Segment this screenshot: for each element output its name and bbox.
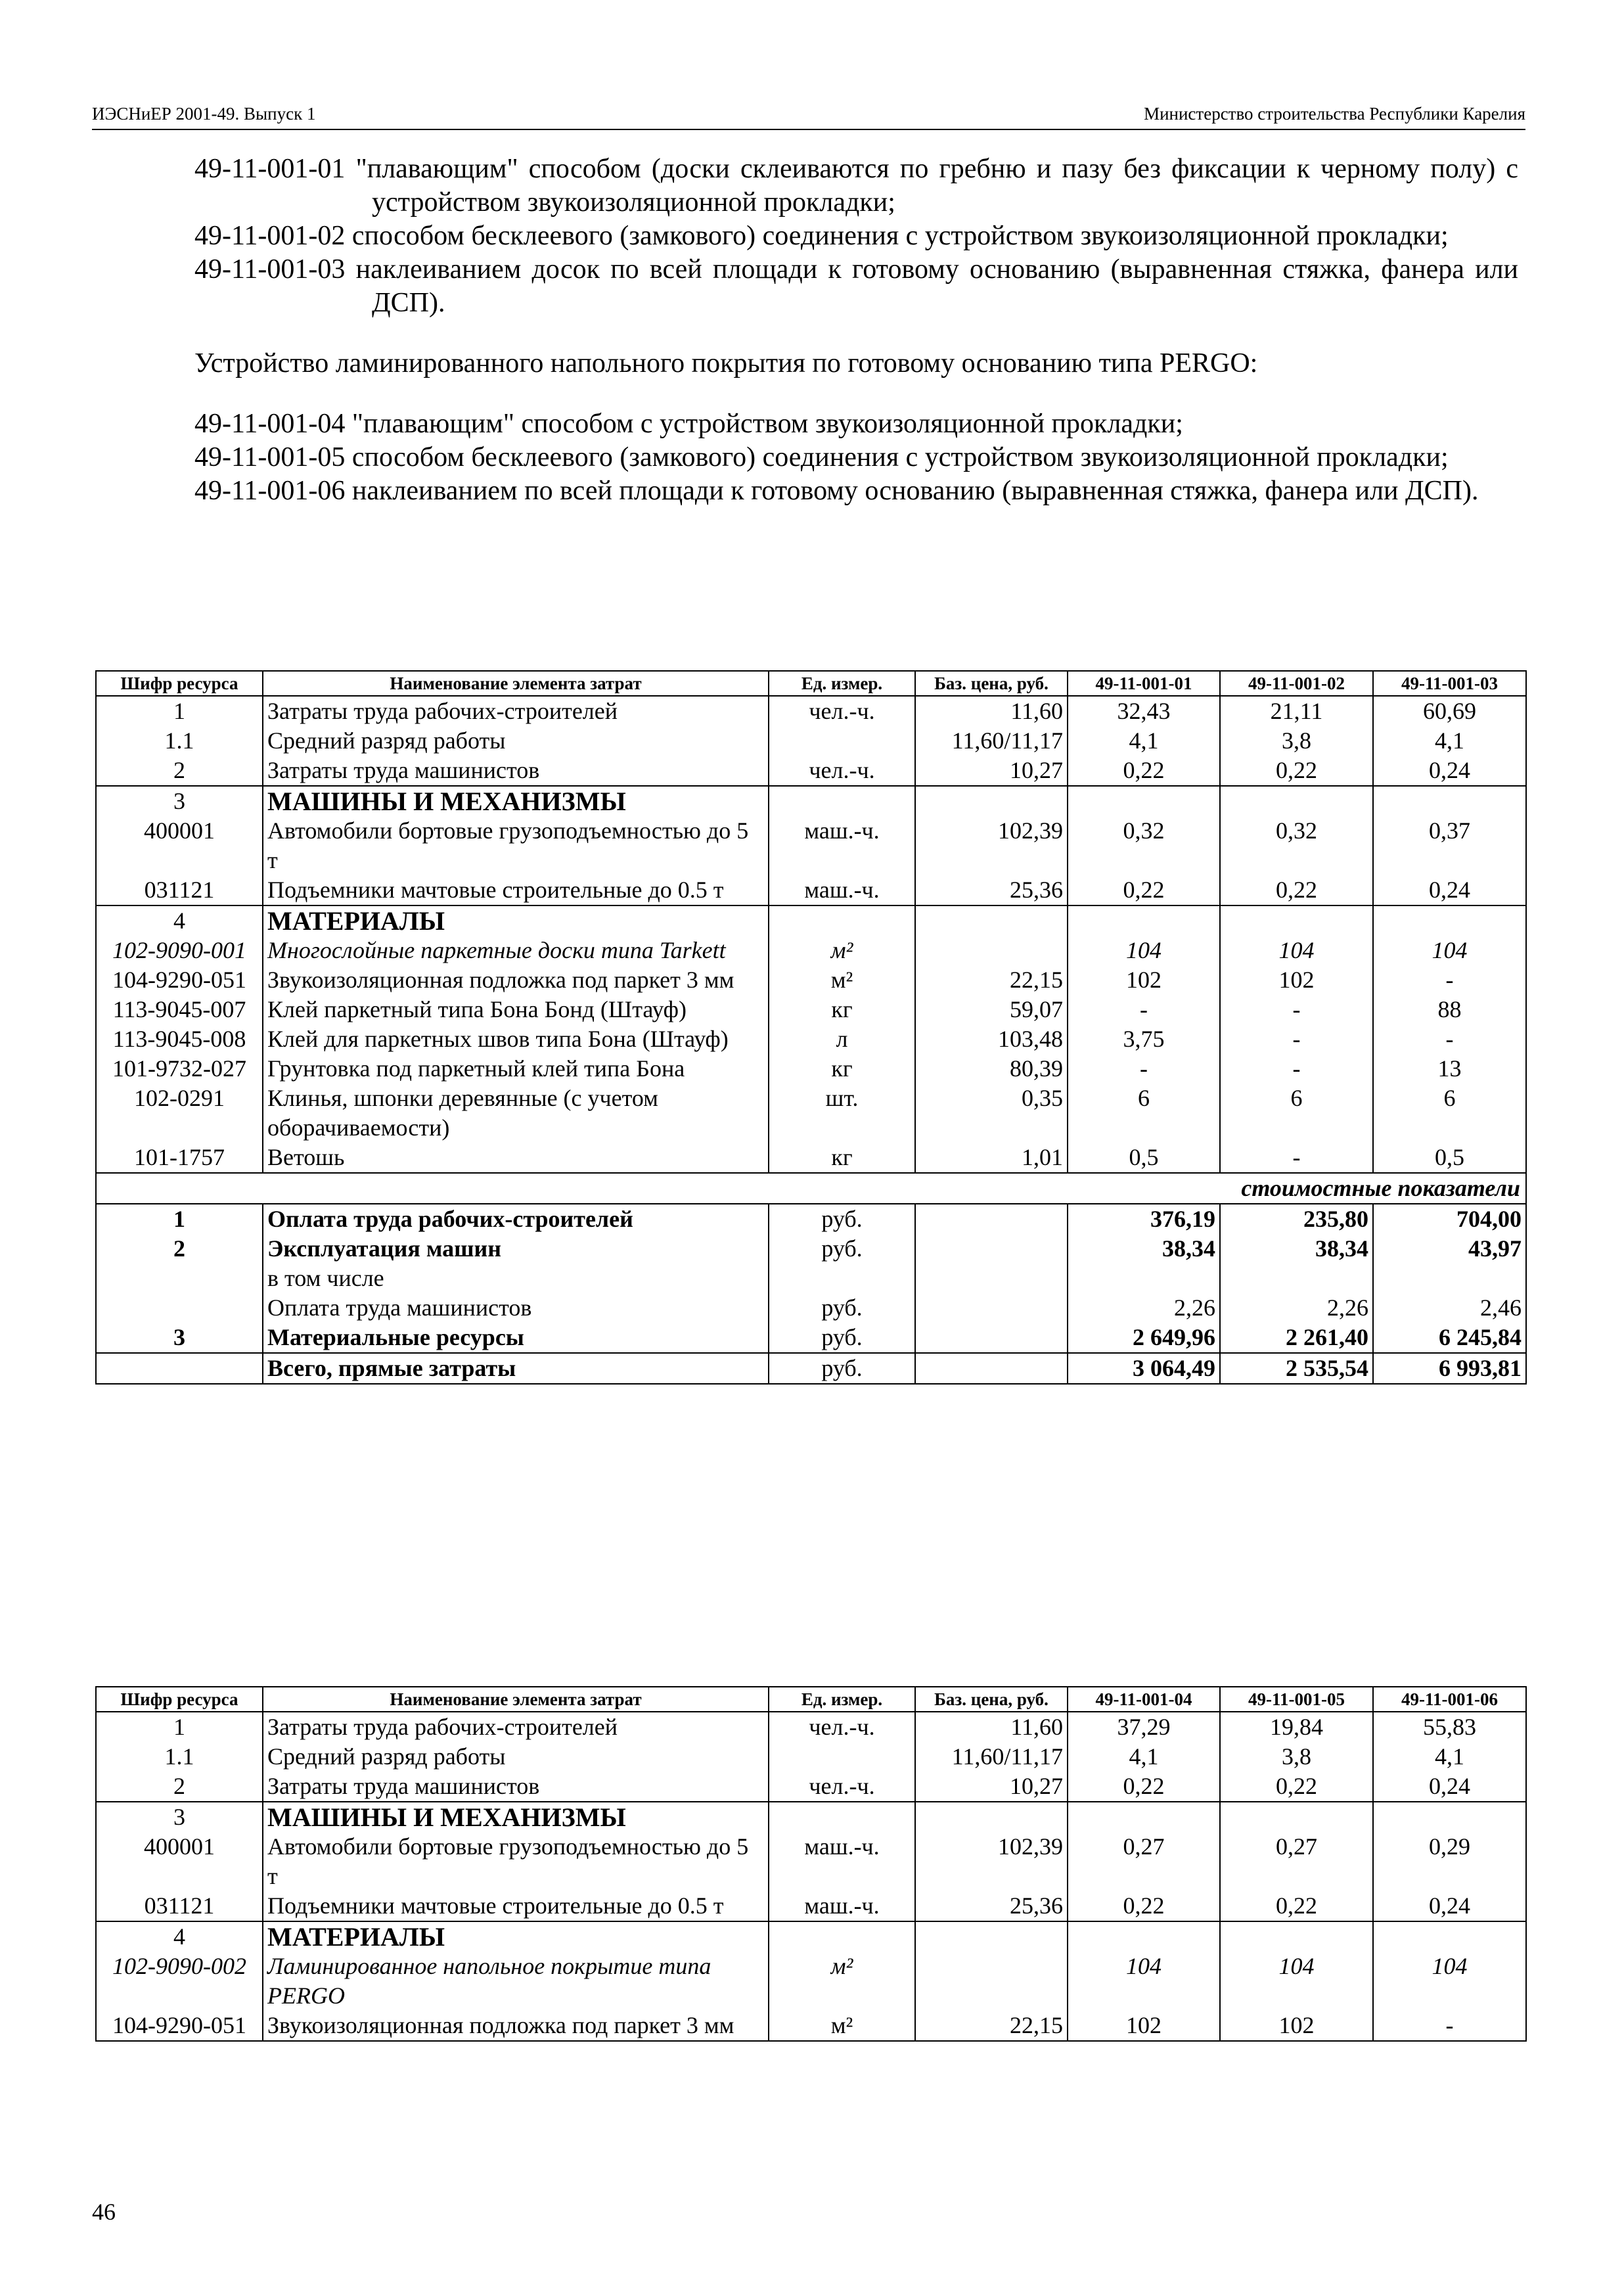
cost-value: 38,34 — [1220, 1234, 1373, 1264]
empty-cell — [915, 1204, 1068, 1234]
norm-value: - — [1220, 1054, 1373, 1084]
intro-text — [194, 152, 1518, 508]
table-row — [96, 936, 1526, 965]
norm-value: 0,32 — [1068, 816, 1220, 875]
cost-element-name: Грунтовка под паркетный клей типа Бона — [263, 1054, 769, 1084]
cost-row — [96, 1293, 1526, 1323]
base-price: 11,60/11,17 — [915, 726, 1068, 756]
table-row — [96, 1772, 1526, 1802]
cost-value: 6 993,81 — [1373, 1353, 1526, 1384]
norm-value: - — [1373, 965, 1526, 995]
empty-cell — [1068, 1802, 1220, 1832]
intro-heading: Устройство ламинированного напольного покрытия по готовому основанию типа PERGO: — [194, 348, 1258, 378]
empty-cell — [915, 1921, 1068, 1952]
table-row — [96, 1084, 1526, 1143]
norm-value: - — [1220, 1143, 1373, 1173]
cost-value: 38,34 — [1068, 1234, 1220, 1264]
norm-value: - — [1068, 995, 1220, 1024]
header-left: ИЭСНиЕР 2001-49. Выпуск 1 — [92, 104, 316, 124]
base-price: 103,48 — [915, 1024, 1068, 1054]
norm-value: - — [1220, 995, 1373, 1024]
header-right: Министерство строительства Республики Карелия — [1144, 104, 1525, 124]
section-row — [96, 1921, 1526, 1952]
unit: руб. — [769, 1323, 915, 1353]
cost-element-name: Клей для паркетных швов типа Бона (Штауф) — [263, 1024, 769, 1054]
base-price: 10,27 — [915, 756, 1068, 786]
table-row — [96, 2011, 1526, 2041]
empty-cell — [1373, 786, 1526, 816]
unit: м² — [769, 2011, 915, 2041]
resource-code: 031121 — [96, 875, 263, 905]
unit: маш.-ч. — [769, 1891, 915, 1921]
unit: чел.-ч. — [769, 696, 915, 726]
cost-element-name: Автомобили бортовые грузоподъемностью до 5 т — [263, 816, 769, 875]
norm-value: 0,22 — [1220, 1891, 1373, 1921]
unit: чел.-ч. — [769, 1772, 915, 1802]
resource-table-2 — [95, 1686, 1527, 2042]
base-price: 102,39 — [915, 816, 1068, 875]
cost-value — [1068, 1264, 1220, 1293]
base-price: 1,01 — [915, 1143, 1068, 1173]
cost-value: 2,46 — [1373, 1293, 1526, 1323]
norm-value: 0,22 — [1068, 756, 1220, 786]
resource-code: 4 — [96, 1921, 263, 1952]
cost-row — [96, 1323, 1526, 1353]
base-price — [915, 936, 1068, 965]
resource-code: 1.1 — [96, 726, 263, 756]
norm-value: - — [1068, 1054, 1220, 1084]
resource-code: 102-0291 — [96, 1084, 263, 1143]
cost-element-name: Затраты труда рабочих-строителей — [263, 696, 769, 726]
norm-value: 0,22 — [1220, 1772, 1373, 1802]
col-header-name: Наименование элемента затрат — [263, 671, 769, 696]
page-number: 46 — [92, 2199, 116, 2225]
cost-element-name: Средний разряд работы — [263, 1742, 769, 1772]
norm-value: 0,27 — [1068, 1832, 1220, 1891]
resource-code: 102-9090-002 — [96, 1952, 263, 2011]
norm-value: - — [1373, 2011, 1526, 2041]
empty-cell — [1068, 905, 1220, 936]
col-header-norm: 49-11-001-04 — [1068, 1687, 1220, 1712]
cost-code: 3 — [96, 1323, 263, 1353]
cost-value: 2,26 — [1220, 1293, 1373, 1323]
item-code: 49-11-001-01 — [194, 154, 346, 184]
base-price — [915, 1952, 1068, 2011]
cost-indicators-header — [96, 1173, 1526, 1204]
cost-indicators-label: стоимостные показатели — [96, 1173, 1526, 1204]
table-row — [96, 965, 1526, 995]
norm-value: 0,22 — [1068, 1891, 1220, 1921]
unit: м² — [769, 1952, 915, 2011]
unit: руб. — [769, 1353, 915, 1384]
unit — [769, 1742, 915, 1772]
norm-value: 0,24 — [1373, 875, 1526, 905]
resource-table-1 — [95, 670, 1527, 1385]
section-row — [96, 1802, 1526, 1832]
col-header-code: Шифр ресурса — [96, 1687, 263, 1712]
norm-value: 19,84 — [1220, 1712, 1373, 1742]
intro-item — [194, 407, 1518, 441]
table-row — [96, 726, 1526, 756]
resource-code: 3 — [96, 786, 263, 816]
cost-code: 2 — [96, 1234, 263, 1264]
empty-cell — [1373, 905, 1526, 936]
page-header — [92, 99, 1525, 130]
cost-value: 2,26 — [1068, 1293, 1220, 1323]
resource-code: 2 — [96, 756, 263, 786]
resource-code: 1 — [96, 696, 263, 726]
total-row — [96, 1353, 1526, 1384]
cost-code — [96, 1353, 263, 1384]
cost-element-name: Подъемники мачтовые строительные до 0.5 т — [263, 875, 769, 905]
unit: маш.-ч. — [769, 875, 915, 905]
norm-value: - — [1373, 1024, 1526, 1054]
norm-value: 0,24 — [1373, 1891, 1526, 1921]
empty-cell — [915, 1234, 1068, 1264]
unit: руб. — [769, 1204, 915, 1234]
item-text: способом бесклеевого (замкового) соединения с устройством звукоизоляционной прокладки; — [351, 221, 1449, 251]
table-row — [96, 1054, 1526, 1084]
intro-item — [194, 474, 1518, 508]
section-row — [96, 786, 1526, 816]
norm-value: 102 — [1068, 965, 1220, 995]
unit: м² — [769, 936, 915, 965]
norm-value: 104 — [1068, 1952, 1220, 2011]
cost-element-name: Подъемники мачтовые строительные до 0.5 т — [263, 1891, 769, 1921]
base-price: 11,60 — [915, 696, 1068, 726]
norm-value: 4,1 — [1068, 1742, 1220, 1772]
cost-code — [96, 1293, 263, 1323]
section-title: МАШИНЫ И МЕХАНИЗМЫ — [263, 1802, 769, 1832]
norm-value: 102 — [1068, 2011, 1220, 2041]
cost-element-name: Затраты труда машинистов — [263, 756, 769, 786]
unit: л — [769, 1024, 915, 1054]
unit: чел.-ч. — [769, 756, 915, 786]
cost-element-name: Затраты труда машинистов — [263, 1772, 769, 1802]
empty-cell — [769, 905, 915, 936]
norm-value: 102 — [1220, 965, 1373, 995]
col-header-unit: Ед. измер. — [769, 671, 915, 696]
norm-value: 37,29 — [1068, 1712, 1220, 1742]
resource-code: 104-9290-051 — [96, 965, 263, 995]
col-header-norm: 49-11-001-01 — [1068, 671, 1220, 696]
resource-code: 400001 — [96, 816, 263, 875]
intro-item — [194, 253, 1518, 320]
col-header-unit: Ед. измер. — [769, 1687, 915, 1712]
unit: руб. — [769, 1293, 915, 1323]
item-code: 49-11-001-04 — [194, 409, 346, 439]
empty-cell — [915, 786, 1068, 816]
item-text: "плавающим" способом (доски склеиваются по гребню и пазу без фиксации к черному полу) с устройством звукоизоляционной прокладки; — [355, 154, 1518, 218]
empty-cell — [1220, 786, 1373, 816]
resource-code: 400001 — [96, 1832, 263, 1891]
cost-element-name: Автомобили бортовые грузоподъемностью до 5 т — [263, 1832, 769, 1891]
cost-value: 376,19 — [1068, 1204, 1220, 1234]
norm-value: 0,22 — [1220, 756, 1373, 786]
col-header-price: Баз. цена, руб. — [915, 1687, 1068, 1712]
norm-value: 3,8 — [1220, 1742, 1373, 1772]
empty-cell — [769, 1921, 915, 1952]
intro-item — [194, 219, 1518, 253]
unit: шт. — [769, 1084, 915, 1143]
empty-cell — [1068, 786, 1220, 816]
resource-code: 101-9732-027 — [96, 1054, 263, 1084]
table-row — [96, 816, 1526, 875]
table-row — [96, 1143, 1526, 1173]
unit: кг — [769, 1143, 915, 1173]
resource-code: 113-9045-007 — [96, 995, 263, 1024]
empty-cell — [1373, 1802, 1526, 1832]
norm-value: 88 — [1373, 995, 1526, 1024]
empty-cell — [769, 786, 915, 816]
empty-cell — [1068, 1921, 1220, 1952]
cost-code: 1 — [96, 1204, 263, 1234]
norm-value: 0,22 — [1068, 875, 1220, 905]
table-row — [96, 1742, 1526, 1772]
unit: маш.-ч. — [769, 1832, 915, 1891]
norm-value: 4,1 — [1373, 726, 1526, 756]
unit — [769, 1264, 915, 1293]
empty-cell — [1220, 1921, 1373, 1952]
norm-value: 104 — [1068, 936, 1220, 965]
empty-cell — [1373, 1921, 1526, 1952]
norm-value: 0,24 — [1373, 756, 1526, 786]
col-header-code: Шифр ресурса — [96, 671, 263, 696]
norm-value: 4,1 — [1373, 1742, 1526, 1772]
cost-value: 235,80 — [1220, 1204, 1373, 1234]
cost-value: 2 649,96 — [1068, 1323, 1220, 1353]
empty-cell — [1220, 905, 1373, 936]
cost-value — [1220, 1264, 1373, 1293]
base-price: 59,07 — [915, 995, 1068, 1024]
table-row — [96, 1024, 1526, 1054]
unit: м² — [769, 965, 915, 995]
unit: кг — [769, 1054, 915, 1084]
resource-code: 1.1 — [96, 1742, 263, 1772]
norm-value: 6 — [1220, 1084, 1373, 1143]
item-code: 49-11-001-02 — [194, 221, 346, 251]
cost-name: Материальные ресурсы — [263, 1323, 769, 1353]
norm-value: 13 — [1373, 1054, 1526, 1084]
item-code: 49-11-001-06 — [194, 476, 346, 506]
table-row — [96, 1712, 1526, 1742]
item-code: 49-11-001-03 — [194, 254, 346, 285]
cost-element-name: Клей паркетный типа Бона Бонд (Штауф) — [263, 995, 769, 1024]
resource-code: 3 — [96, 1802, 263, 1832]
cost-value — [1373, 1264, 1526, 1293]
base-price: 80,39 — [915, 1054, 1068, 1084]
table-row — [96, 875, 1526, 905]
item-text: наклеиванием досок по всей площади к готовому основанию (выравненная стяжка, фанера или ДСП). — [355, 254, 1519, 318]
section-title: МАТЕРИАЛЫ — [263, 1921, 769, 1952]
section-title: МАШИНЫ И МЕХАНИЗМЫ — [263, 786, 769, 816]
norm-value: 104 — [1373, 1952, 1526, 2011]
norm-value: 0,32 — [1220, 816, 1373, 875]
norm-value: 3,75 — [1068, 1024, 1220, 1054]
cost-element-name: Звукоизоляционная подложка под паркет 3 мм — [263, 965, 769, 995]
empty-cell — [915, 1293, 1068, 1323]
base-price: 11,60 — [915, 1712, 1068, 1742]
cost-row — [96, 1204, 1526, 1234]
norm-value: 0,5 — [1373, 1143, 1526, 1173]
empty-cell — [915, 1264, 1068, 1293]
cost-name: Эксплуатация машин — [263, 1234, 769, 1264]
norm-value: 0,24 — [1373, 1772, 1526, 1802]
empty-cell — [915, 1323, 1068, 1353]
norm-value: 4,1 — [1068, 726, 1220, 756]
resource-code: 4 — [96, 905, 263, 936]
cost-element-name: Затраты труда рабочих-строителей — [263, 1712, 769, 1742]
empty-cell — [915, 905, 1068, 936]
table-row — [96, 696, 1526, 726]
base-price: 22,15 — [915, 2011, 1068, 2041]
cost-value: 43,97 — [1373, 1234, 1526, 1264]
norm-value: 0,29 — [1373, 1832, 1526, 1891]
resource-code: 031121 — [96, 1891, 263, 1921]
base-price: 11,60/11,17 — [915, 1742, 1068, 1772]
item-text: "плавающим" способом с устройством звукоизоляционной прокладки; — [351, 409, 1183, 439]
cost-value: 3 064,49 — [1068, 1353, 1220, 1384]
norm-value: 6 — [1373, 1084, 1526, 1143]
section-row — [96, 905, 1526, 936]
cost-code — [96, 1264, 263, 1293]
cost-element-name: Многослойные паркетные доски типа Tarkett — [263, 936, 769, 965]
col-header-price: Баз. цена, руб. — [915, 671, 1068, 696]
resource-code: 1 — [96, 1712, 263, 1742]
cost-name: в том числе — [263, 1264, 769, 1293]
resource-code: 113-9045-008 — [96, 1024, 263, 1054]
cost-value: 704,00 — [1373, 1204, 1526, 1234]
table-row — [96, 1952, 1526, 2011]
cost-name: Всего, прямые затраты — [263, 1353, 769, 1384]
item-text: наклеиванием по всей площади к готовому основанию (выравненная стяжка, фанера или ДСП). — [351, 476, 1479, 506]
cost-value: 2 535,54 — [1220, 1353, 1373, 1384]
resource-code: 104-9290-051 — [96, 2011, 263, 2041]
intro-item — [194, 152, 1518, 219]
norm-value: 55,83 — [1373, 1712, 1526, 1742]
cost-name: Оплата труда машинистов — [263, 1293, 769, 1323]
cost-value: 6 245,84 — [1373, 1323, 1526, 1353]
cost-row — [96, 1264, 1526, 1293]
norm-value: 0,22 — [1068, 1772, 1220, 1802]
norm-value: - — [1220, 1024, 1373, 1054]
empty-cell — [915, 1353, 1068, 1384]
unit — [769, 726, 915, 756]
norm-value: 102 — [1220, 2011, 1373, 2041]
cost-row — [96, 1234, 1526, 1264]
norm-value: 0,5 — [1068, 1143, 1220, 1173]
base-price: 25,36 — [915, 1891, 1068, 1921]
cost-element-name: Звукоизоляционная подложка под паркет 3 мм — [263, 2011, 769, 2041]
item-code: 49-11-001-05 — [194, 442, 346, 472]
norm-value: 104 — [1373, 936, 1526, 965]
unit: кг — [769, 995, 915, 1024]
cost-element-name: Ветошь — [263, 1143, 769, 1173]
cost-element-name: Ламинированное напольное покрытие типа PERGO — [263, 1952, 769, 2011]
base-price: 102,39 — [915, 1832, 1068, 1891]
table-row — [96, 1891, 1526, 1921]
col-header-norm: 49-11-001-03 — [1373, 671, 1526, 696]
cost-element-name: Средний разряд работы — [263, 726, 769, 756]
empty-cell — [1220, 1802, 1373, 1832]
table-row — [96, 995, 1526, 1024]
col-header-name: Наименование элемента затрат — [263, 1687, 769, 1712]
norm-value: 104 — [1220, 1952, 1373, 2011]
norm-value: 0,37 — [1373, 816, 1526, 875]
col-header-norm: 49-11-001-02 — [1220, 671, 1373, 696]
item-text: способом бесклеевого (замкового) соединения с устройством звукоизоляционной прокладки; — [351, 442, 1449, 472]
norm-value: 0,22 — [1220, 875, 1373, 905]
col-header-norm: 49-11-001-05 — [1220, 1687, 1373, 1712]
norm-value: 3,8 — [1220, 726, 1373, 756]
resource-code: 2 — [96, 1772, 263, 1802]
base-price: 22,15 — [915, 965, 1068, 995]
norm-value: 0,27 — [1220, 1832, 1373, 1891]
unit: чел.-ч. — [769, 1712, 915, 1742]
unit: маш.-ч. — [769, 816, 915, 875]
resource-code: 102-9090-001 — [96, 936, 263, 965]
table-row — [96, 1832, 1526, 1891]
base-price: 10,27 — [915, 1772, 1068, 1802]
unit: руб. — [769, 1234, 915, 1264]
norm-value: 32,43 — [1068, 696, 1220, 726]
table-row — [96, 756, 1526, 786]
norm-value: 60,69 — [1373, 696, 1526, 726]
norm-value: 6 — [1068, 1084, 1220, 1143]
cost-value: 2 261,40 — [1220, 1323, 1373, 1353]
norm-value: 104 — [1220, 936, 1373, 965]
col-header-norm: 49-11-001-06 — [1373, 1687, 1526, 1712]
base-price: 0,35 — [915, 1084, 1068, 1143]
cost-element-name: Клинья, шпонки деревянные (с учетом оборачиваемости) — [263, 1084, 769, 1143]
intro-item — [194, 441, 1518, 474]
base-price: 25,36 — [915, 875, 1068, 905]
empty-cell — [915, 1802, 1068, 1832]
norm-value: 21,11 — [1220, 696, 1373, 726]
empty-cell — [769, 1802, 915, 1832]
section-title: МАТЕРИАЛЫ — [263, 905, 769, 936]
resource-code: 101-1757 — [96, 1143, 263, 1173]
cost-name: Оплата труда рабочих-строителей — [263, 1204, 769, 1234]
